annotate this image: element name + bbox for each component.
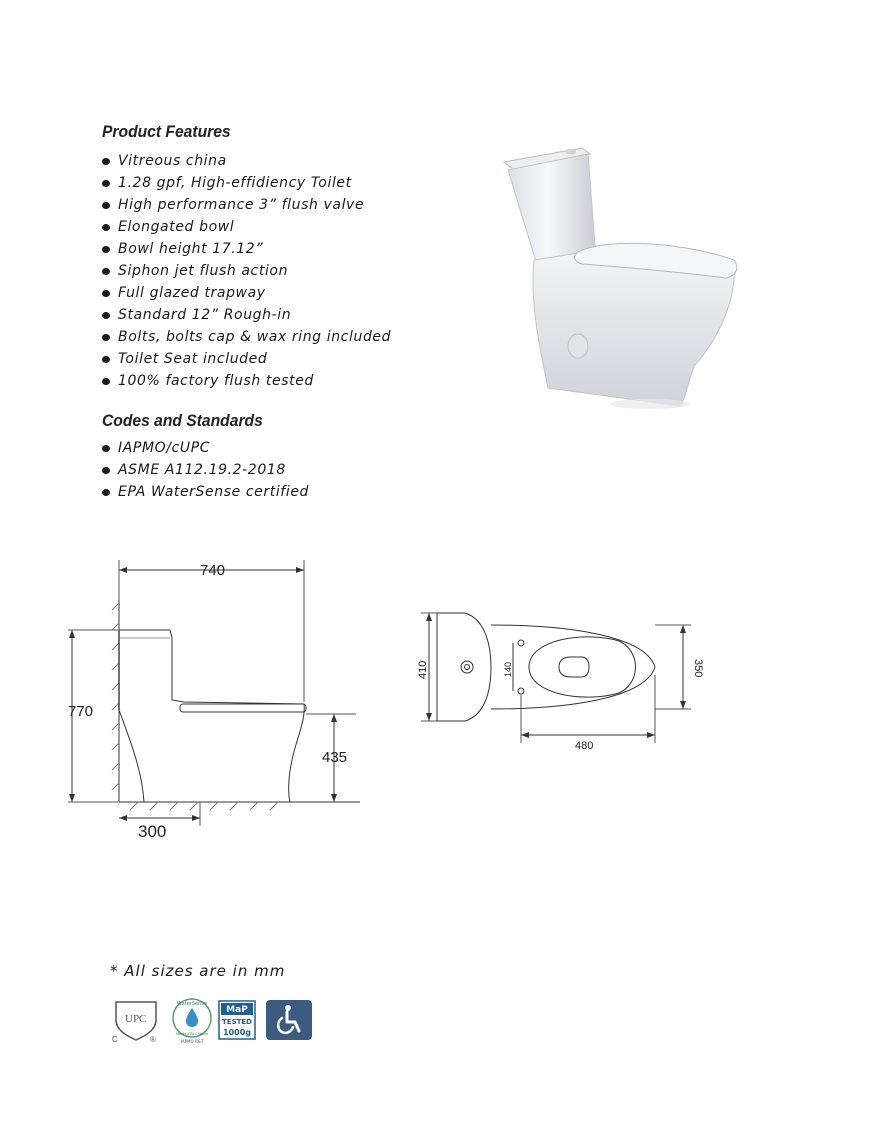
bullet-icon — [102, 378, 110, 385]
watersense-badge-foot: IAPMO R&T — [180, 1039, 204, 1044]
bullet-icon — [102, 290, 110, 297]
dim-rough-in-label: 300 — [138, 822, 167, 841]
map-badge-line2: TESTED — [222, 1018, 252, 1026]
list-item: Elongated bowl — [102, 216, 391, 238]
list-item: Vitreous china — [102, 150, 391, 172]
bullet-icon — [102, 180, 110, 187]
standards-list — [102, 437, 309, 503]
list-item: 1.28 gpf, High-effidiency Toilet — [102, 172, 391, 194]
dim-width-label: 740 — [200, 562, 226, 579]
upc-badge — [110, 998, 162, 1044]
features-list — [102, 150, 391, 392]
dim-seat-height-label: 435 — [322, 749, 348, 766]
dim-bowl-length-label: 480 — [575, 740, 594, 752]
toilet-product-photo — [490, 140, 750, 415]
bullet-icon — [102, 312, 110, 319]
accessibility-icon — [266, 1000, 312, 1040]
list-item: Standard 12” Rough-in — [102, 304, 391, 326]
bullet-icon — [102, 246, 110, 253]
watersense-badge-text: WaterSense — [177, 1001, 207, 1007]
upc-badge-c: C — [112, 1035, 118, 1044]
list-item: Bowl height 17.12” — [102, 238, 391, 260]
bullet-icon — [102, 467, 110, 474]
bullet-icon — [102, 224, 110, 231]
list-item: IAPMO/cUPC — [102, 437, 309, 459]
watersense-badge-sub: Meets EPA Criteria — [175, 1032, 209, 1036]
bullet-icon — [102, 445, 110, 452]
dim-height-label: 770 — [68, 703, 94, 720]
map-badge-line3: 1000g — [223, 1028, 251, 1037]
top-view-diagram — [405, 595, 725, 770]
map-tested-badge — [218, 1000, 256, 1040]
bullet-icon — [102, 334, 110, 341]
bullet-icon — [102, 356, 110, 363]
standards-heading: Codes and Standards — [102, 411, 263, 430]
bullet-icon — [102, 202, 110, 209]
list-item: Bolts, bolts cap & wax ring included — [102, 326, 391, 348]
list-item: ASME A112.19.2-2018 — [102, 459, 309, 481]
watersense-badge — [168, 996, 216, 1044]
list-item: Full glazed trapway — [102, 282, 391, 304]
side-view-diagram — [60, 550, 380, 850]
list-item: Toilet Seat included — [102, 348, 391, 370]
list-item: High performance 3” flush valve — [102, 194, 391, 216]
dim-bolt-spacing-label: 140 — [503, 661, 513, 677]
units-note: * All sizes are in mm — [110, 962, 286, 980]
upc-badge-r: ® — [150, 1035, 156, 1044]
dim-bowl-width-label: 350 — [692, 659, 704, 678]
dim-depth-label: 410 — [417, 660, 429, 679]
map-badge-line1: MaP — [226, 1005, 248, 1015]
bullet-icon — [102, 158, 110, 165]
upc-badge-text: UPC — [125, 1013, 147, 1025]
bullet-icon — [102, 489, 110, 496]
list-item: Siphon jet flush action — [102, 260, 391, 282]
list-item: EPA WaterSense certified — [102, 481, 309, 503]
features-heading: Product Features — [102, 122, 231, 141]
list-item: 100% factory flush tested — [102, 370, 391, 392]
bullet-icon — [102, 268, 110, 275]
